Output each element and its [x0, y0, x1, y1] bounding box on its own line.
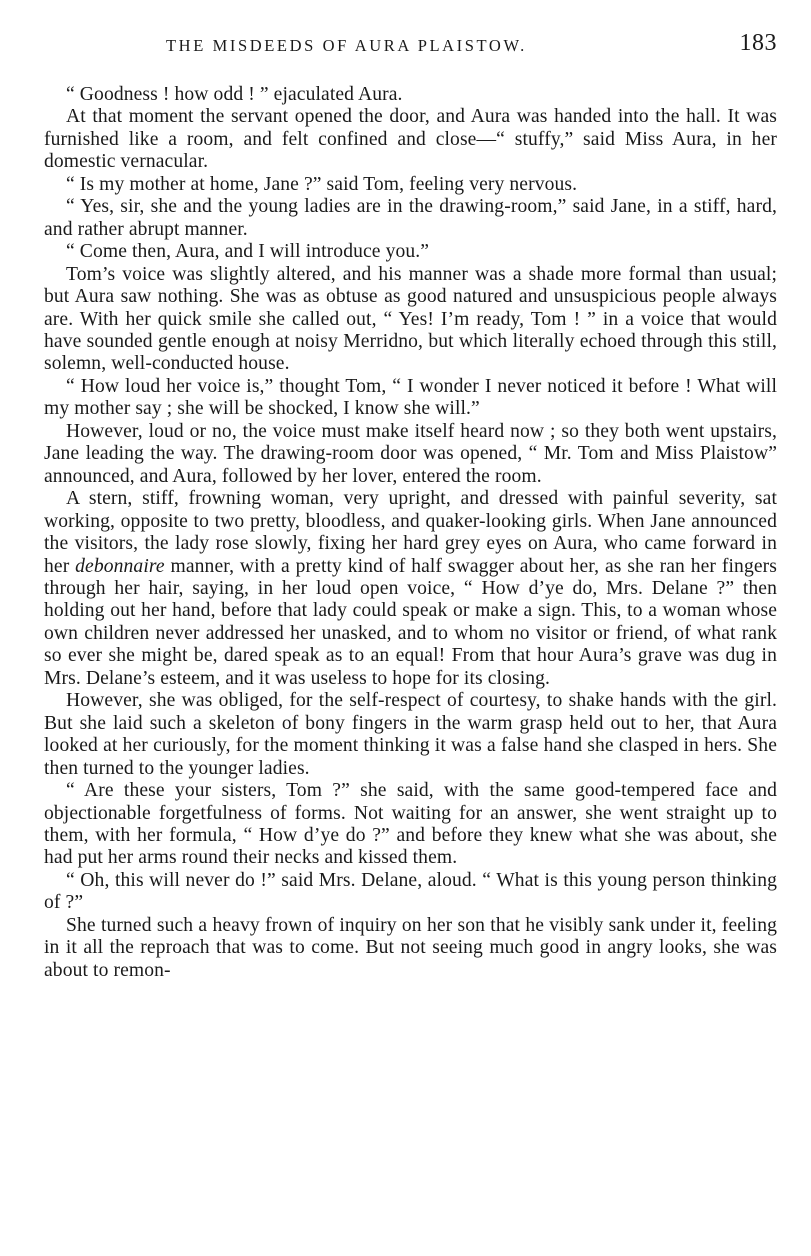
paragraph: “ Come then, Aura, and I will introduce you.” [66, 241, 430, 263]
running-title: THE MISDEEDS OF AURA PLAISTOW. [166, 36, 527, 55]
page-number: 183 [739, 30, 777, 56]
running-head [44, 30, 777, 66]
paragraph-debonnaire [44, 488, 777, 690]
paragraph: “ Goodness ! how odd ! ” ejaculated Aura. [66, 84, 403, 105]
paragraph: However, loud or no, the voice must make itself heard now ; so they both went upstairs, Jane leading the way. The drawing-room door was opened, “ Mr. Tom and Miss Plaistow” announced, and Aura, followed by her lover, entered the room. [44, 420, 777, 487]
italic-word: debonnaire [75, 555, 165, 577]
paragraph: She turned such a heavy frown of inquiry on her son that he visibly sank under it, feeling in it all the reproach that was to come. But not seeing much good in angry looks, she was about to remon- [44, 914, 777, 981]
paragraph: “ Oh, this will never do !” said Mrs. Delane, aloud. “ What is this young person thinking of ?” [44, 869, 777, 914]
body-text [44, 84, 777, 982]
paragraph: “ Are these your sisters, Tom ?” she said, with the same good-tempered face and objectionable forgetfulness of forms. Not waiting for an answer, she went straight up to them, with her formula, “ How d’ye do ?” and before they knew what she was about, she had put her arms round their necks and kissed them. [44, 780, 777, 869]
paragraph: Tom’s voice was slightly altered, and his manner was a shade more formal than usual; but Aura saw nothing. She was as obtuse as good natured and unsuspicious people always are. With her quick smile she called out, “ Yes! I’m ready, Tom ! ” in a voice that would have sounded gentle enough at noisy Merridno, but which literally echoed through this still, solemn, well-conducted house. [44, 263, 777, 375]
paragraph: “ How loud her voice is,” thought Tom, “ I wonder I never noticed it before ! What will my mother say ; she will be shocked, I know she will.” [44, 375, 777, 420]
book-page [44, 30, 777, 982]
paragraph: At that moment the servant opened the door, and Aura was handed into the hall. It was furnished like a room, and felt confined and close—“ stuffy,” said Miss Aura, in her domestic vernacular. [44, 106, 777, 173]
paragraph-text: A stern, stiff, frowning woman, very upright, and dressed with painful severity, sat working, opposite to two pretty, bloodless, and quaker-looking girls. When Jane announced the visitors, the lady rose slowly, fixing her hard grey eyes on Aura, who came forward in her [44, 488, 777, 577]
paragraph-text: manner, with a pretty kind of half swagger about her, as she ran her fingers through her hair, saying, in her loud open voice, “ How d’ye do, Mrs. Delane ?” then holding out her hand, before that lady could speak or make a sign. This, to a woman whose own children never addressed her unasked, and to whom no visitor or friend, of what rank so ever she might be, dared speak as to an equal! From that hour Aura’s grave was dug in Mrs. Delane’s esteem, and it was useless to hope for its closing. [44, 555, 777, 689]
paragraph: However, she was obliged, for the self-respect of courtesy, to shake hands with the girl. But she laid such a skeleton of bony fingers in the warm grasp held out to her, that Aura looked at her curiously, for the moment thinking it was a false hand she clasped in hers. She then turned to the younger ladies. [44, 690, 777, 779]
paragraph: “ Yes, sir, she and the young ladies are in the drawing-room,” said Jane, in a stiff, hard, and rather abrupt manner. [44, 196, 777, 240]
paragraph: “ Is my mother at home, Jane ?” said Tom, feeling very nervous. [66, 173, 578, 195]
